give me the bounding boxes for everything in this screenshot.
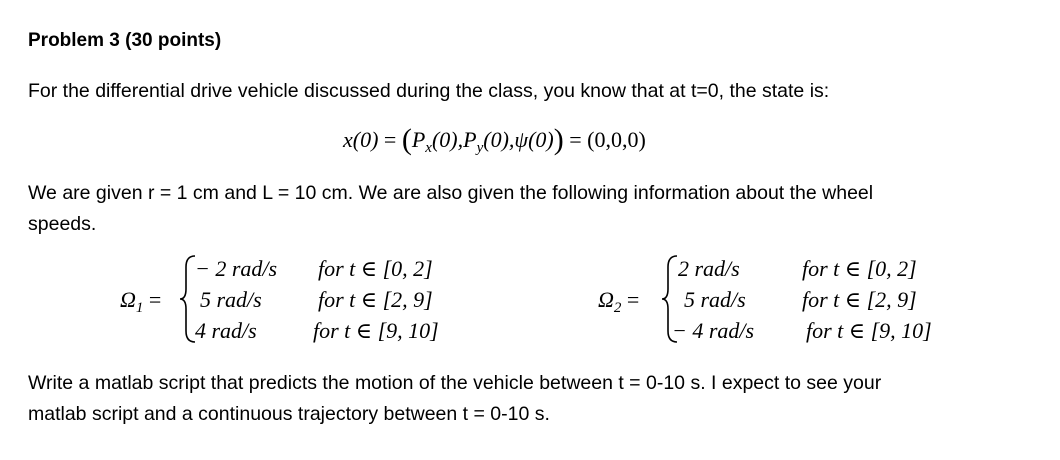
omega1-symbol: Ω	[120, 287, 136, 312]
omega1-equals: =	[148, 287, 162, 312]
omega1-case-2-value: 5 rad/s	[200, 287, 262, 312]
omega2-case-2-value: 5 rad/s	[684, 287, 746, 312]
px-symbol: P	[411, 127, 426, 152]
py-symbol: P	[463, 127, 477, 152]
omega2-case-1-value: 2 rad/s	[678, 256, 740, 281]
psi-symbol: ψ	[514, 127, 529, 152]
omega2-case-1-condition: for t ∈ [0, 2]	[802, 256, 917, 281]
task-text-line2: matlab script and a continuous trajectory between t = 0-10 s.	[28, 403, 550, 425]
intro-text: For the differential drive vehicle discussed during the class, you know that at t=0, the state is:	[28, 80, 830, 102]
omega2-subscript: 2	[613, 300, 622, 316]
py-subscript: y	[476, 140, 484, 156]
given-text-line2: speeds.	[28, 213, 97, 235]
omega1-case-1-condition: for t ∈ [0, 2]	[318, 256, 433, 281]
omega2-case-3-condition: for t ∈ [9, 10]	[806, 318, 932, 343]
omega1-case-1-value: − 2 rad/s	[195, 256, 278, 281]
problem-title: Problem 3 (30 points)	[28, 30, 222, 51]
left-paren: (	[401, 123, 412, 156]
right-paren: )	[553, 123, 564, 156]
omega2-symbol: Ω	[598, 287, 614, 312]
py-arg: (0),	[483, 127, 515, 152]
omega2-case-3-value: − 4 rad/s	[672, 318, 755, 343]
state-equals: =	[383, 127, 397, 152]
psi-arg: (0)	[528, 127, 554, 152]
omega2-equals: =	[626, 287, 640, 312]
omega2-label	[598, 287, 640, 316]
px-subscript: x	[425, 140, 432, 156]
omega2-case-2-condition: for t ∈ [2, 9]	[802, 287, 917, 312]
omega1-case-3-condition: for t ∈ [9, 10]	[313, 318, 439, 343]
given-text-line1: We are given r = 1 cm and L = 10 cm. We are also given the following information about the wheel	[28, 182, 874, 204]
omega1-subscript: 1	[135, 300, 144, 316]
state-rhs: = (0,0,0)	[569, 127, 646, 152]
omega1-case-3-value: 4 rad/s	[195, 318, 257, 343]
px-arg: (0),	[431, 127, 464, 152]
omega1-label	[120, 287, 162, 316]
state-equation	[343, 121, 646, 155]
omega1-case-2-condition: for t ∈ [2, 9]	[318, 287, 433, 312]
task-text-line1: Write a matlab script that predicts the motion of the vehicle between t = 0-10 s. I expect to see your	[28, 372, 882, 394]
state-lhs: x(0)	[343, 127, 379, 152]
